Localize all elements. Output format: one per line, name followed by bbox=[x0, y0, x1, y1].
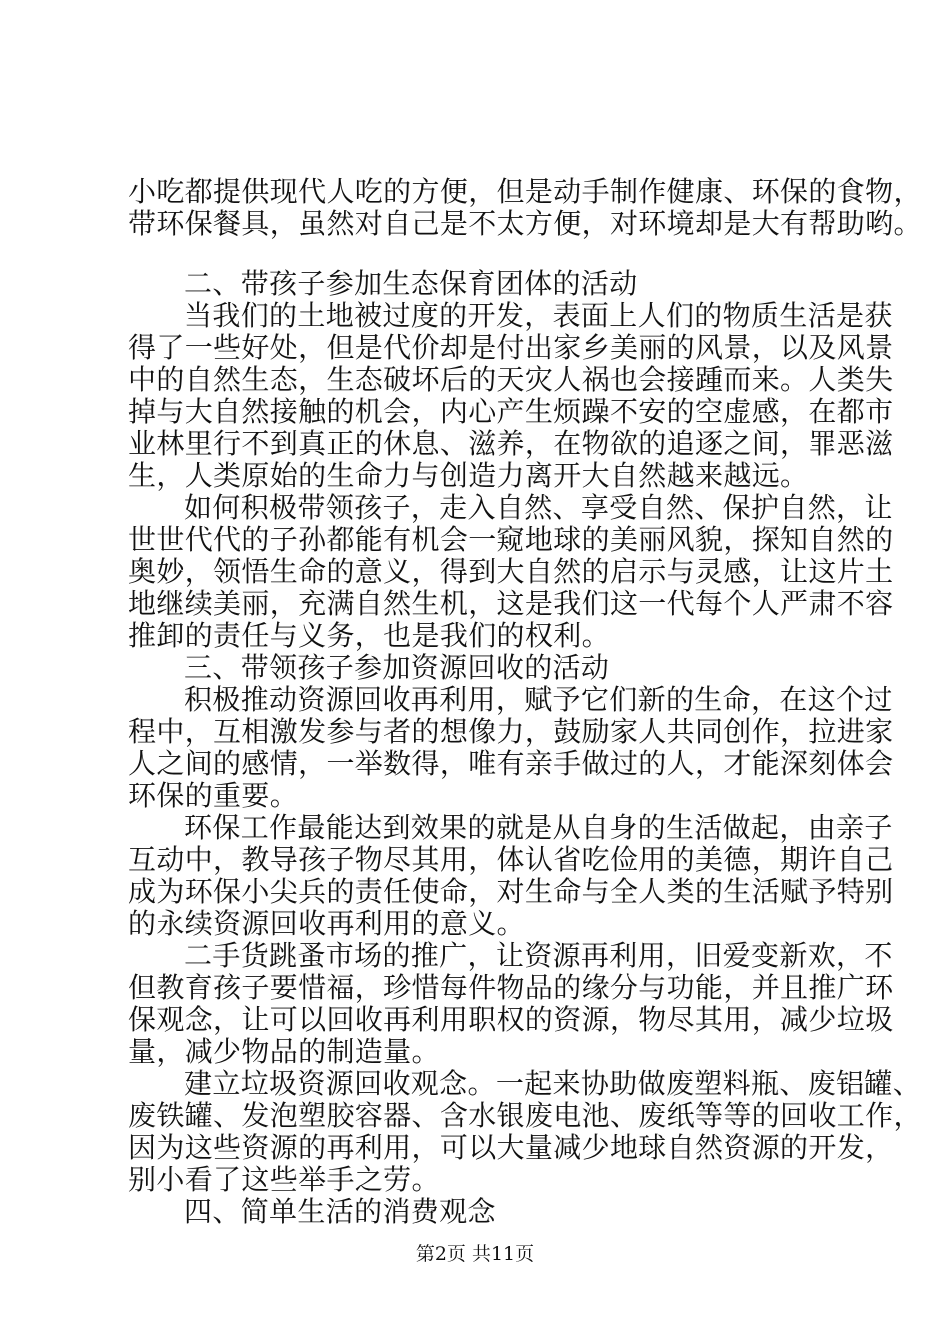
section-heading: 四、简单生活的消费观念 bbox=[184, 1195, 496, 1228]
paragraph-line: 保观念，让可以回收再利用职权的资源，物尽其用，减少垃圾 bbox=[128, 1003, 894, 1036]
paragraph-line: 得了一些好处，但是代价却是付出家乡美丽的风景，以及风景 bbox=[128, 331, 894, 364]
paragraph-line: 别小看了这些举手之劳。 bbox=[128, 1163, 440, 1196]
paragraph-line: 推卸的责任与义务，也是我们的权利。 bbox=[128, 619, 610, 652]
paragraph-line: 积极推动资源回收再利用，赋予它们新的生命，在这个过 bbox=[184, 683, 893, 716]
paragraph-line: 互动中，教导孩子物尽其用，体认省吃俭用的美德，期许自己 bbox=[128, 843, 894, 876]
paragraph-line: 环保工作最能达到效果的就是从自身的生活做起，由亲子 bbox=[184, 811, 893, 844]
paragraph-line: 环保的重要。 bbox=[128, 779, 299, 812]
paragraph-line: 生，人类原始的生命力与创造力离开大自然越来越远。 bbox=[128, 459, 809, 492]
paragraph-line: 当我们的土地被过度的开发，表面上人们的物质生活是获 bbox=[184, 299, 893, 332]
paragraph-line: 的永续资源回收再利用的意义。 bbox=[128, 907, 525, 940]
paragraph-line: 地继续美丽，充满自然生机，这是我们这一代每个人严肃不容 bbox=[128, 587, 894, 620]
paragraph-line: 业林里行不到真正的休息、滋养，在物欲的追逐之间，罪恶滋 bbox=[128, 427, 894, 460]
paragraph-line: 如何积极带领孩子，走入自然、享受自然、保护自然，让 bbox=[184, 491, 893, 524]
paragraph-line: 量，减少物品的制造量。 bbox=[128, 1035, 440, 1068]
paragraph-line: 小吃都提供现代人吃的方便，但是动手制作健康、环保的食物， bbox=[128, 175, 922, 208]
paragraph-line: 中的自然生态，生态破坏后的天灾人祸也会接踵而来。人类失 bbox=[128, 363, 894, 396]
paragraph-line: 人之间的感情，一举数得，唯有亲手做过的人，才能深刻体会 bbox=[128, 747, 894, 780]
paragraph-line: 二手货跳蚤市场的推广，让资源再利用，旧爱变新欢，不 bbox=[184, 939, 893, 972]
paragraph-line: 但教育孩子要惜福，珍惜每件物品的缘分与功能，并且推广环 bbox=[128, 971, 894, 1004]
paragraph-line: 奥妙，领悟生命的意义，得到大自然的启示与灵感，让这片土 bbox=[128, 555, 894, 588]
section-heading: 二、带孩子参加生态保育团体的活动 bbox=[184, 267, 638, 300]
paragraph-line: 带环保餐具，虽然对自己是不太方便，对环境却是大有帮助哟。 bbox=[128, 207, 922, 240]
paragraph-line: 因为这些资源的再利用，可以大量减少地球自然资源的开发， bbox=[128, 1131, 894, 1164]
paragraph-line: 程中，互相激发参与者的想像力，鼓励家人共同创作，拉进家 bbox=[128, 715, 894, 748]
paragraph-line: 成为环保小尖兵的责任使命，对生命与全人类的生活赋予特别 bbox=[128, 875, 894, 908]
paragraph-line: 建立垃圾资源回收观念。一起来协助做废塑料瓶、废铝罐、 bbox=[184, 1067, 922, 1100]
page-number-footer: 第2页 共11页 bbox=[415, 1243, 535, 1265]
section-heading: 三、带领孩子参加资源回收的活动 bbox=[184, 651, 610, 684]
paragraph-line: 世世代代的子孙都能有机会一窥地球的美丽风貌，探知自然的 bbox=[128, 523, 894, 556]
paragraph-line: 掉与大自然接触的机会，内心产生烦躁不安的空虚感，在都市 bbox=[128, 395, 894, 428]
paragraph-line: 废铁罐、发泡塑胶容器、含水银废电池、废纸等等的回收工作， bbox=[128, 1099, 922, 1132]
